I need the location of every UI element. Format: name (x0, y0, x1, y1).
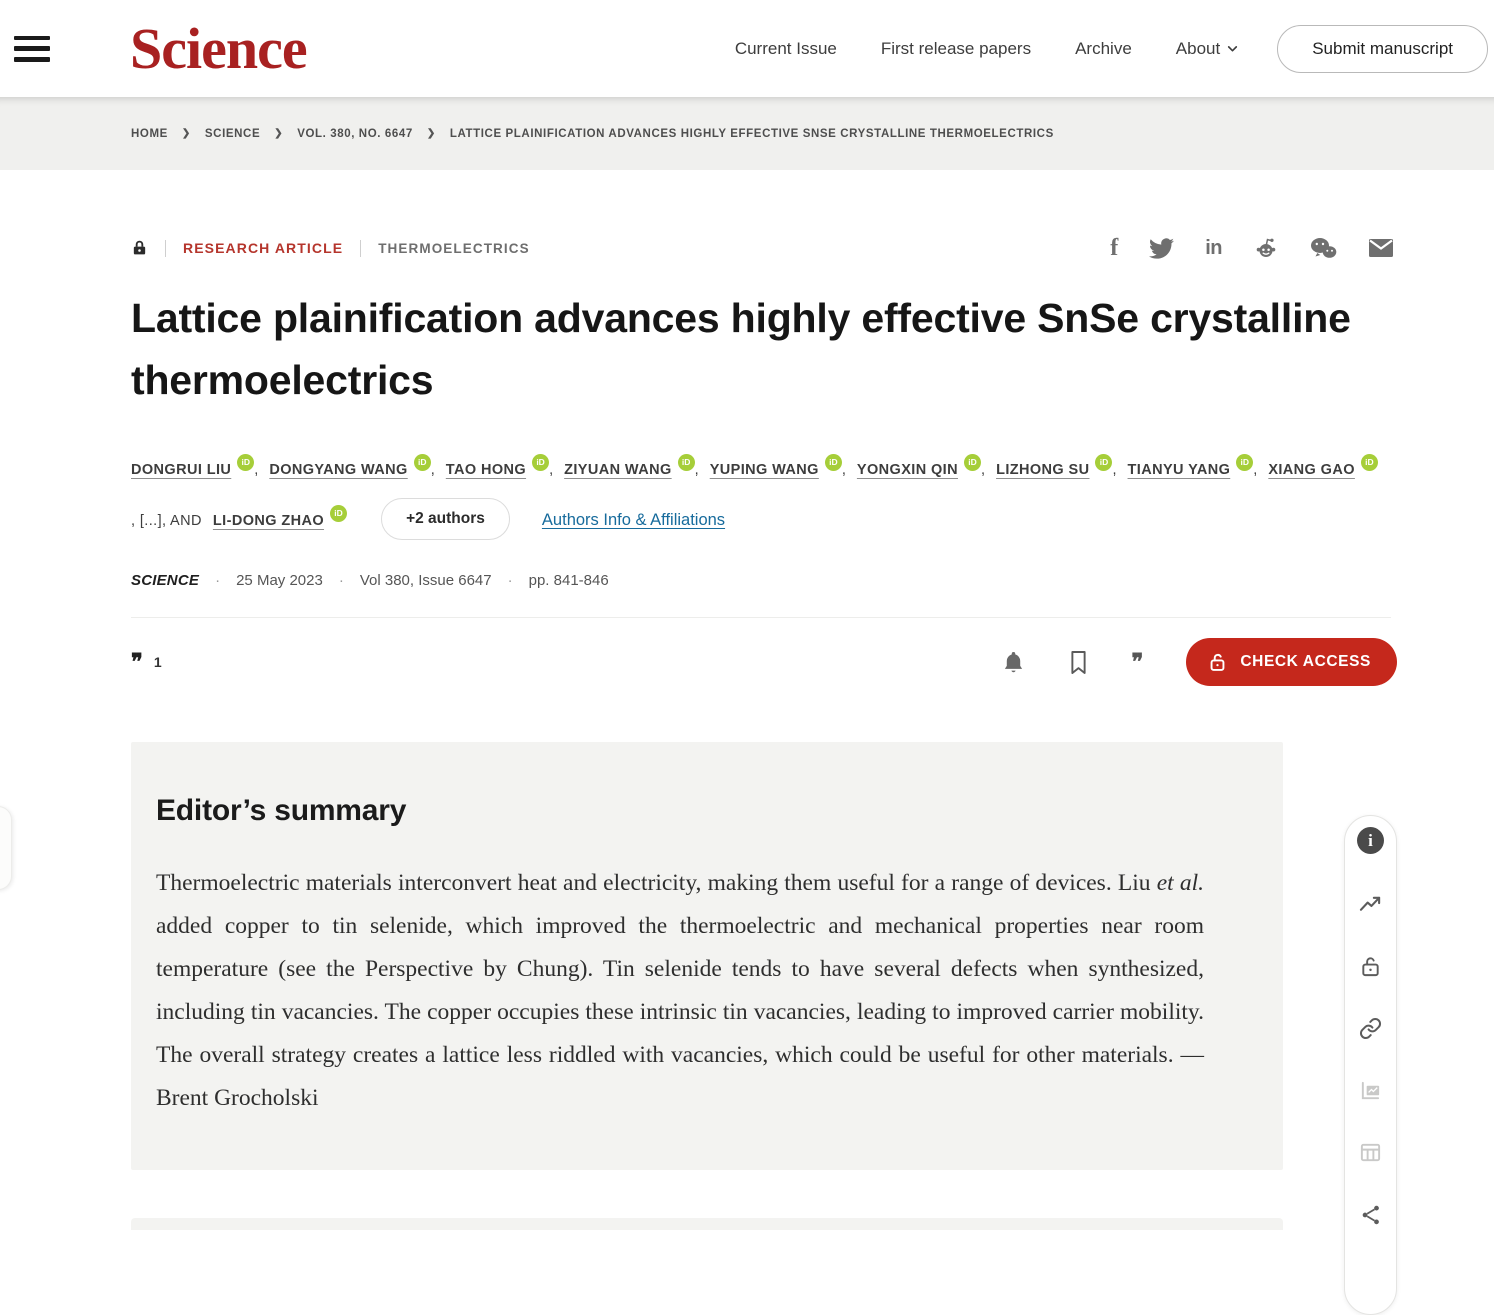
author-link[interactable]: YUPING WANG (709, 462, 819, 478)
orcid-icon[interactable]: iD (678, 454, 695, 471)
publication-meta (131, 572, 1494, 589)
linkedin-icon[interactable]: in (1205, 237, 1222, 259)
author-separator: , (981, 462, 986, 478)
summary-text-part: Thermoelectric materials interconvert heat and electricity, making them useful for a range of devices. Liu (156, 870, 1157, 896)
article-main (0, 236, 1494, 1170)
author-separator: , (694, 462, 699, 478)
action-icons (1002, 638, 1397, 686)
publication-date: 25 May 2023 (236, 572, 323, 589)
volume-issue: Vol 380, Issue 6647 (359, 572, 492, 589)
email-icon[interactable] (1368, 236, 1394, 260)
author-link[interactable]: YONGXIN QIN (856, 462, 958, 478)
article-subject-label[interactable]: THERMOELECTRICS (378, 240, 530, 256)
access-lock-icon[interactable] (1359, 955, 1382, 978)
alert-bell-icon[interactable] (1002, 650, 1025, 675)
page-range: pp. 841-846 (528, 572, 609, 589)
orcid-icon[interactable]: iD (825, 454, 842, 471)
author-separator: , (1112, 462, 1117, 478)
citation-count[interactable] (131, 651, 162, 673)
twitter-icon[interactable] (1149, 236, 1174, 260)
article-actions-row (131, 638, 1494, 686)
divider (360, 240, 361, 257)
breadcrumb-home[interactable]: HOME (131, 127, 168, 140)
article-type-label[interactable]: RESEARCH ARTICLE (183, 240, 344, 256)
next-section-edge (131, 1218, 1283, 1230)
orcid-icon[interactable]: iD (330, 505, 347, 522)
unlock-icon (1208, 651, 1227, 673)
link-icon[interactable] (1359, 1017, 1382, 1040)
nav-about-label: About (1175, 38, 1221, 58)
main-nav (735, 39, 1239, 59)
social-share-bar (1110, 236, 1394, 260)
author-list (131, 445, 1381, 546)
share-icon[interactable] (1359, 1203, 1382, 1226)
editor-summary-heading: Editor’s summary (156, 794, 407, 827)
article-title: Lattice plainification advances highly effective SnSe crystalline thermoelectrics (131, 295, 1351, 403)
nav-about[interactable] (1176, 39, 1239, 59)
science-logo[interactable]: Science (130, 15, 307, 81)
breadcrumb (131, 128, 1054, 140)
nav-current-issue[interactable]: Current Issue (734, 38, 837, 58)
hamburger-menu-icon[interactable] (14, 36, 50, 62)
cite-icon[interactable]: ❞ (1131, 649, 1144, 674)
metrics-icon[interactable] (1359, 893, 1382, 916)
meta-separator: · (507, 572, 513, 589)
breadcrumb-separator-icon: ❯ (426, 128, 436, 139)
divider (165, 240, 166, 257)
bookmark-icon[interactable] (1068, 650, 1089, 675)
orcid-icon[interactable]: iD (532, 454, 549, 471)
breadcrumb-volume[interactable]: VOL. 380, NO. 6647 (297, 127, 413, 140)
tables-icon (1359, 1141, 1382, 1164)
author-link[interactable]: DONGRUI LIU (131, 462, 232, 478)
orcid-icon[interactable]: iD (1361, 454, 1378, 471)
breadcrumb-science[interactable]: SCIENCE (204, 127, 261, 140)
orcid-icon[interactable]: iD (237, 454, 254, 471)
orcid-icon[interactable]: iD (1236, 454, 1253, 471)
submit-manuscript-button[interactable]: Submit manuscript (1277, 25, 1488, 73)
expand-authors-button[interactable]: +2 authors (381, 498, 510, 540)
author-link[interactable]: ZIYUAN WANG (564, 462, 672, 478)
author-separator: , (1253, 462, 1258, 478)
check-access-button[interactable] (1186, 638, 1397, 686)
author-link-last[interactable]: LI-DONG ZHAO (212, 513, 325, 529)
divider (131, 617, 1391, 618)
nav-first-release-papers[interactable]: First release papers (880, 38, 1032, 58)
summary-text-italic: et al. (1156, 870, 1204, 896)
breadcrumb-current-page: LATTICE PLAINIFICATION ADVANCES HIGHLY EFFECTIVE SNSE CRYSTALLINE THERMOELECTRICS (449, 127, 1054, 140)
chevron-down-icon (1226, 42, 1239, 55)
author-link[interactable]: DONGYANG WANG (269, 462, 408, 478)
reddit-icon[interactable] (1253, 236, 1279, 260)
breadcrumb-separator-icon: ❯ (274, 128, 284, 139)
facebook-icon[interactable]: f (1110, 235, 1119, 261)
editor-summary-section (131, 742, 1283, 1170)
author-link[interactable]: TIANYU YANG (1127, 462, 1231, 478)
info-icon[interactable]: i (1357, 827, 1384, 854)
citation-count-value: 1 (153, 654, 162, 670)
breadcrumb-separator-icon: ❯ (181, 128, 191, 139)
more-authors-prefix: , [...], AND (131, 513, 202, 529)
author-link[interactable]: XIANG GAO (1268, 462, 1355, 478)
citation-quote-icon: ❞ (131, 649, 143, 674)
orcid-icon[interactable]: iD (1095, 454, 1112, 471)
article-side-toolbar (1344, 815, 1397, 1315)
left-edge-panel[interactable] (0, 806, 12, 890)
site-header (0, 0, 1494, 97)
nav-archive[interactable]: Archive (1075, 38, 1132, 58)
check-access-label: CHECK ACCESS (1240, 653, 1371, 670)
orcid-icon[interactable]: iD (414, 454, 431, 471)
journal-name: SCIENCE (131, 572, 200, 589)
summary-text-part: added copper to tin selenide, which improved the thermoelectric and mechanical properties near room temperature (see the Perspective by Chung). Tin selenide tends to have several defects when synthesized, including tin vacancies. The copper occupies these intrinsic tin vacancies, leading to improved carrier mobility. The overall strategy creates a lattice less riddled with vacancies, which could be useful for other materials. —Brent Grocholski (156, 913, 1204, 1111)
authors-info-link[interactable]: Authors Info & Affiliations (541, 511, 726, 529)
author-separator: , (254, 462, 259, 478)
author-link[interactable]: TAO HONG (445, 462, 527, 478)
meta-separator: · (338, 572, 344, 589)
orcid-icon[interactable]: iD (964, 454, 981, 471)
wechat-icon[interactable] (1310, 236, 1337, 260)
locked-content-icon (131, 238, 148, 258)
meta-separator: · (215, 572, 221, 589)
author-separator: , (841, 462, 846, 478)
article-type-row (131, 236, 1494, 260)
breadcrumb-band (0, 97, 1494, 170)
author-link[interactable]: LIZHONG SU (996, 462, 1090, 478)
figures-icon (1359, 1079, 1382, 1102)
author-separator: , (549, 462, 554, 478)
editor-summary-text (156, 862, 1204, 1120)
author-separator: , (430, 462, 435, 478)
